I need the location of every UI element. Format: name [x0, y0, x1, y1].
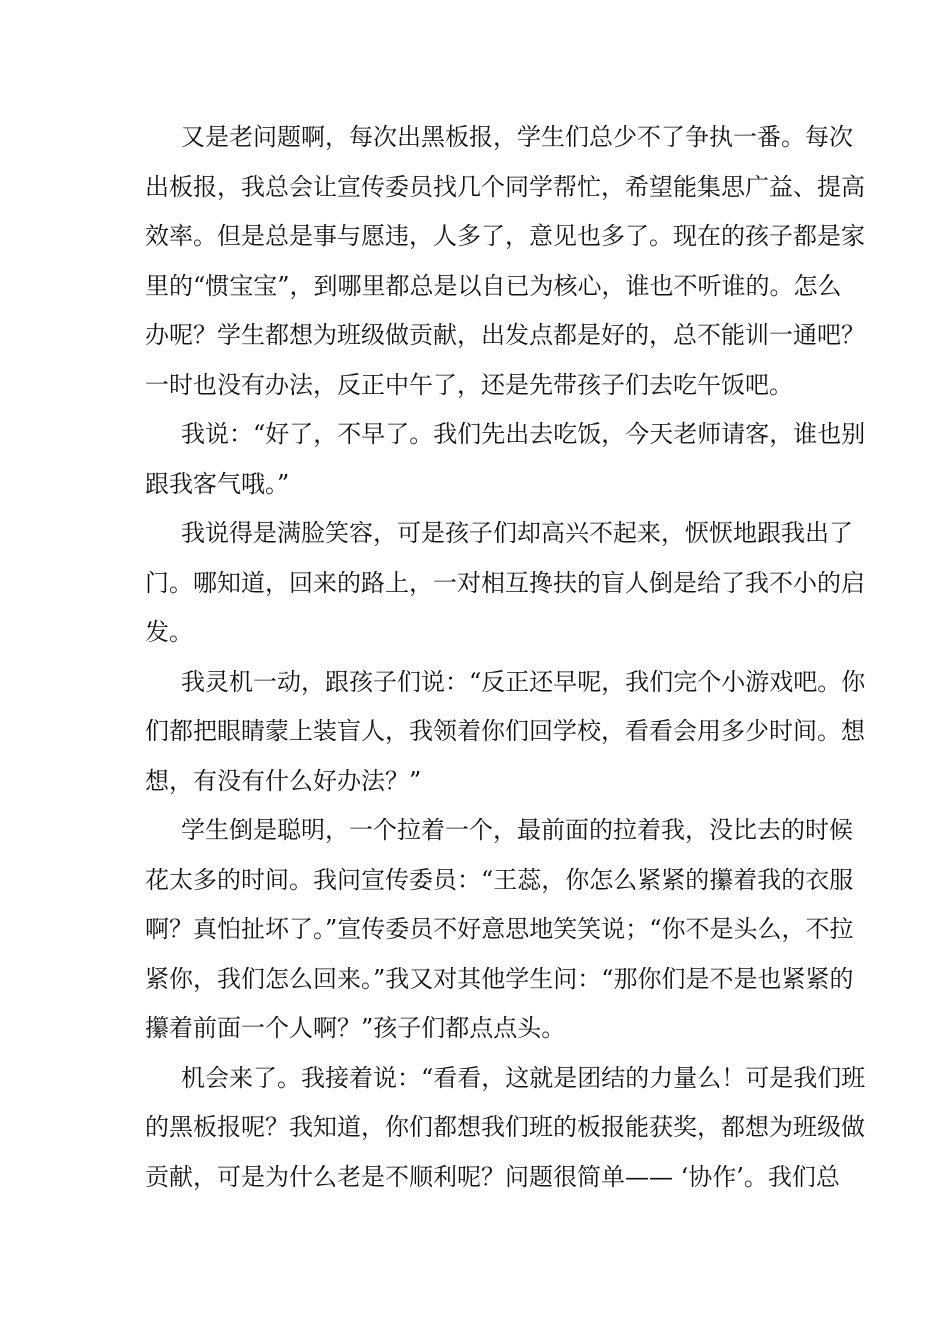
- text-line: 学生倒是聪明，一个拉着一个，最前面的拉着我，没比去的时候: [181, 816, 853, 844]
- text-line: 又是老问题啊，每次出黑板报，学生们总少不了争执一番。每次: [181, 123, 853, 151]
- story-text: [145, 113, 866, 1202]
- text-line: 效率。但是总是事与愿违，人多了，意见也多了。现在的孩子都是家: [145, 222, 865, 250]
- text-line: 我灵机一动，跟孩子们说：“反正还早呢，我们完个小游戏吧。你: [181, 667, 866, 696]
- text-line: 机会来了。我接着说：“看看，这就是团结的力量么！可是我们班: [181, 1063, 866, 1092]
- text-line: 里的“惯宝宝”，到哪里都总是以自已为核心，谁也不听谁的。怎么: [145, 271, 842, 300]
- text-line: 花太多的时间。我问宣传委员：“王蕊，你怎么紧紧的攥着我的衣服: [145, 865, 854, 894]
- text-line: 我说得是满脸笑容，可是孩子们却高兴不起来，恹恹地跟我出了: [181, 519, 853, 547]
- text-line: 贡献，可是为什么老是不顺利呢？问题很简单—— ‘协作’。我们总: [145, 1162, 840, 1191]
- text-line: 的黑板报呢？我知道，你们都想我们班的板报能获奖，都想为班级做: [145, 1113, 865, 1141]
- text-line: 紧你，我们怎么回来。”我又对其他学生问：“那你们是不是也紧紧的: [145, 964, 854, 993]
- text-line: 发。: [145, 618, 193, 646]
- text-line: 们都把眼睛蒙上装盲人，我领着你们回学校，看看会用多少时间。想: [145, 717, 865, 745]
- text-line: 门。哪知道，回来的路上，一对相互搀扶的盲人倒是给了我不小的启: [145, 568, 865, 597]
- text-line: 跟我客气哦。”: [145, 469, 290, 498]
- text-line: 我说：“好了，不早了。我们先出去吃饭，今天老师请客，谁也别: [181, 420, 866, 448]
- text-line: 办呢？学生都想为班级做贡献，出发点都是好的，总不能训一通吧？: [145, 321, 865, 349]
- text-line: 想，有没有什么好办法？”: [145, 766, 422, 795]
- text-line: 攥着前面一个人啊？”孩子们都点点头。: [145, 1014, 566, 1042]
- text-line: 啊？真怕扯坏了。”宣传委员不好意思地笑笑说；“你不是头么，不拉: [145, 915, 854, 943]
- text-line: 出板报，我总会让宣传委员找几个同学帮忙，希望能集思广益、提高: [145, 172, 865, 201]
- text-line: 一时也没有办法，反正中午了，还是先带孩子们去吃午饭吧。: [145, 370, 793, 399]
